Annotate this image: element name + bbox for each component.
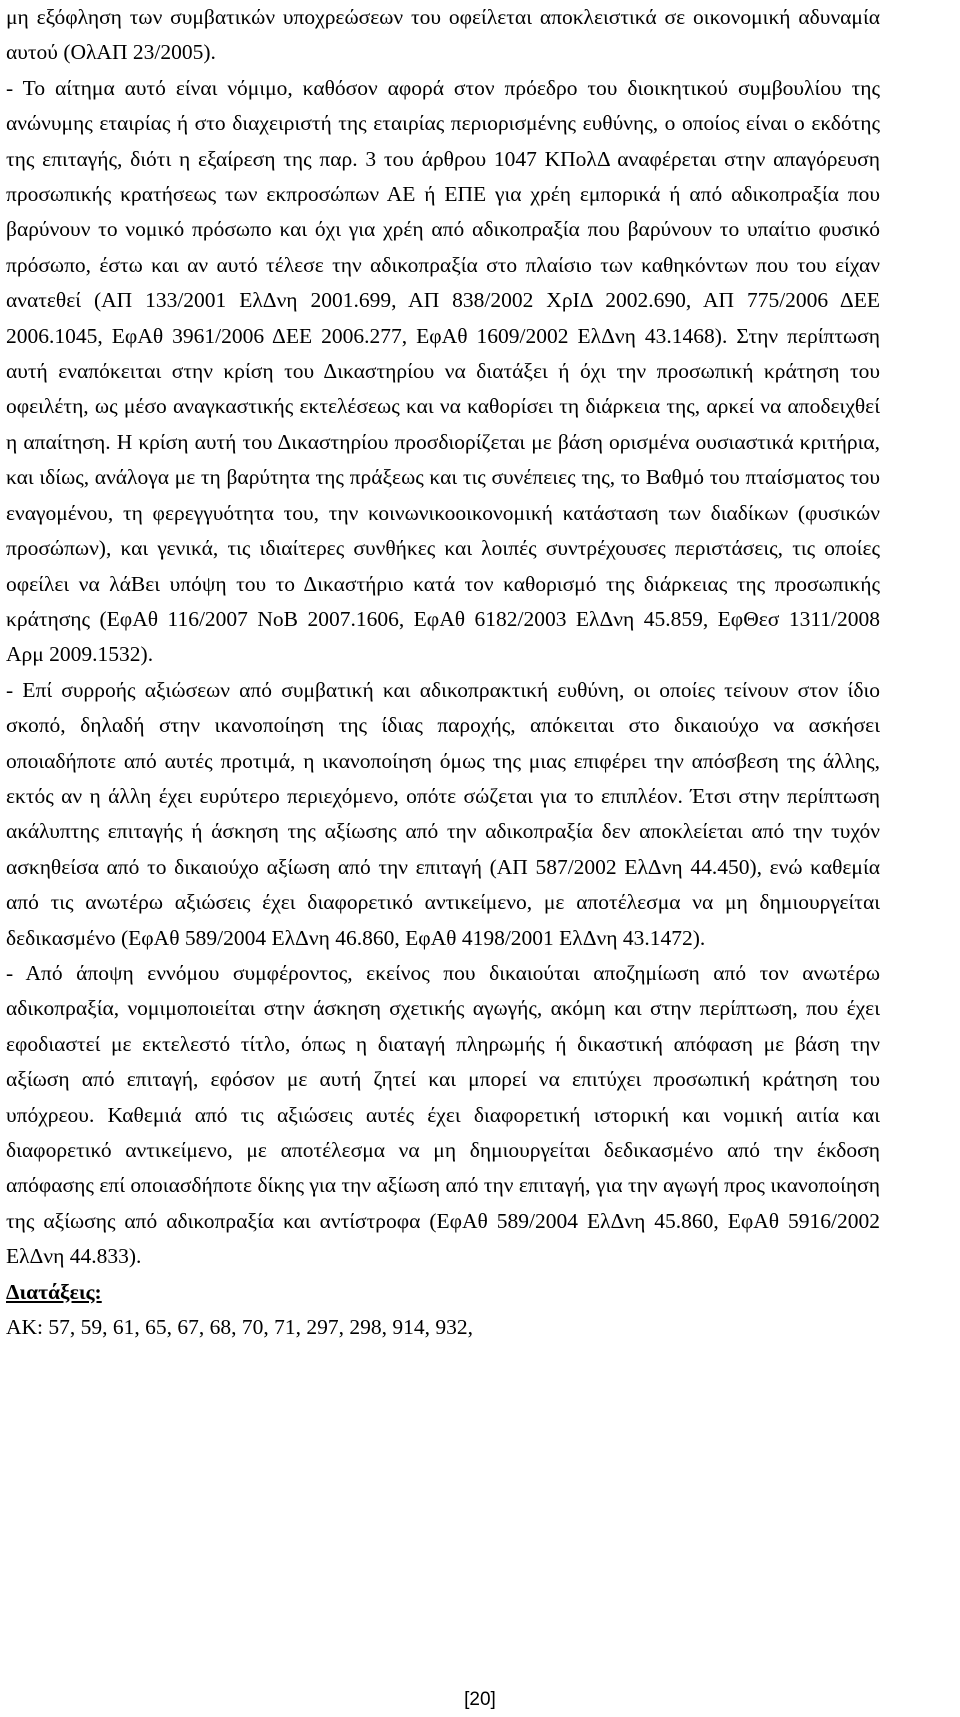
paragraph-concurrent-claims: - Επί συρροής αξιώσεων από συμβατική και αδικοπρακτική ευθύνη, οι οποίες τείνουν στον ίδιο σκοπό, δηλαδή στην ικανοποίηση της ίδιας παροχής, απόκειται στο δικαιούχο να ασκήσει οποιαδήποτε από αυτές προτιμά, η ικανοποίηση όμως της μιας επιφέρει την απόσβεση της άλλης, εκτός αν η άλλη έχει ευρύτερο περιεχόμενο, οπότε σώζεται για το επιπλέον. Έτσι στην περίπτωση ακάλυπτης επιταγής ή άσκηση της αξίωσης από την αδικοπραξία δεν αποκλείεται από την τυχόν ασκηθείσα από το δικαιούχο αξίωση από την επιταγή (ΑΠ 587/2002 ΕλΔνη 44.450), ενώ καθεμία από τις ανωτέρω αξιώσεις έχει διαφορετικό αντικείμενο, με αποτέλεσμα να μη δημιουργείται δεδικασμένο (ΕφΑθ 589/2004 ΕλΔνη 46.860, ΕφΑθ 4198/2001 ΕλΔνη 43.1472). bbox=[6, 677, 880, 950]
paragraph-legal-interest: - Από άποψη εννόμου συμφέροντος, εκείνος που δικαιούται αποζημίωση από τον ανωτέρω αδικοπραξία, νομιμοποιείται στην άσκηση σχετικής αγωγής, ακόμη και στην περίπτωση, που έχει εφοδιαστεί με εκτελεστό τίτλο, όπως η διαταγή πληρωμής ή δικαστική απόφαση με βάση την αξίωση από επιταγή, εφόσον με αυτή ζητεί και μπορεί να επιτύχει προσωπική κράτηση του υπόχρεου. Καθεμιά από τις αξιώσεις αυτές έχει διαφορετική ιστορική και νομική αιτία και διαφορετικό αντικείμενο, με αποτέλεσμα να μη δημιουργείται δεδικασμένο από την έκδοση απόφασης επί οποιασδήποτε δίκης για την αξίωση από την επιταγή, για την αγωγή προς ικανοποίηση της αξίωσης από αδικοπραξία και αντίστροφα (ΕφΑθ 589/2004 ΕλΔνη 45.860, ΕφΑθ 5916/2002 ΕλΔνη 44.833). bbox=[6, 960, 880, 1269]
provisions-list: ΑΚ: 57, 59, 61, 65, 67, 68, 70, 71, 297, 298, 914, 932, bbox=[6, 1315, 474, 1340]
provisions-heading: Διατάξεις: bbox=[6, 1279, 102, 1304]
page-number: [20] bbox=[464, 1689, 496, 1710]
paragraph-personal-detention: - Το αίτημα αυτό είναι νόμιμο, καθόσον αφορά στον πρόεδρο του διοικητικού συμβουλίου της ανώνυμης εταιρίας ή στο διαχειριστή της εταιρίας περιορισμένης ευθύνης, ο οποίος είναι ο εκδότης της επιταγής, διότι η εξαίρεση της παρ. 3 του άρθρου 1047 ΚΠολΔ αναφέρεται στην απαγόρευση προσωπικής κρατήσεως των εκπροσώπων ΑΕ ή ΕΠΕ για χρέη εμπορικά ή από αδικοπραξία που βαρύνουν το νομικό πρόσωπο και όχι για χρέη από αδικοπραξία που βαρύνουν το υπαίτιο φυσικό πρόσωπο, έστω και αν αυτό τέλεσε την αδικοπραξία στο πλαίσιο των καθηκόντων που του είχαν ανατεθεί (ΑΠ 133/2001 ΕλΔνη 2001.699, ΑΠ 838/2002 ΧρΙΔ 2002.690, ΑΠ 775/2006 ΔΕΕ 2006.1045, ΕφΑθ 3961/2006 ΔΕΕ 2006.277, ΕφΑθ 1609/2002 ΕλΔνη 43.1468). Στην περίπτωση αυτή εναπόκειται στην κρίση του Δικαστηρίου να διατάξει ή όχι την προσωπική κράτηση του οφειλέτη, ως μέσο αναγκαστικής εκτελέσεως και να καθορίσει τη διάρκεια της, αρκεί να αποδειχθεί η απαίτηση. Η κρίση αυτή του Δικαστηρίου προσδιορίζεται με βάση ορισμένα ουσιαστικά κριτήρια, και ιδίως, ανάλογα με τη βαρύτητα της πράξεως και τις συνέπειες της, το Βαθμό του πταίσματος του εναγομένου, τη φερεγγυότητα του, την κοινωνικοοικονομική κατάσταση των διαδίκων (φυσικών προσώπων), και γενικά, τις ιδιαίτερες συνθήκες και λοιπές συντρέχουσες περιστάσεις, τις οποίες οφείλει να λάΒει υπόψη του το Δικαστήριο κατά τον καθορισμό της διάρκειας της προσωπικής κράτησης (ΕφΑθ 116/2007 ΝοΒ 2007.1606, ΕφΑθ 6182/2003 ΕλΔνη 45.859, ΕφΘεσ 1311/2008 Αρμ 2009.1532). bbox=[6, 75, 880, 667]
document-body bbox=[6, 0, 880, 1345]
paragraph-insolvency: μη εξόφληση των συμβατικών υποχρεώσεων του οφείλεται αποκλειστικά σε οικονομική αδυναμία αυτού (ΟλΑΠ 23/2005). bbox=[6, 5, 880, 65]
